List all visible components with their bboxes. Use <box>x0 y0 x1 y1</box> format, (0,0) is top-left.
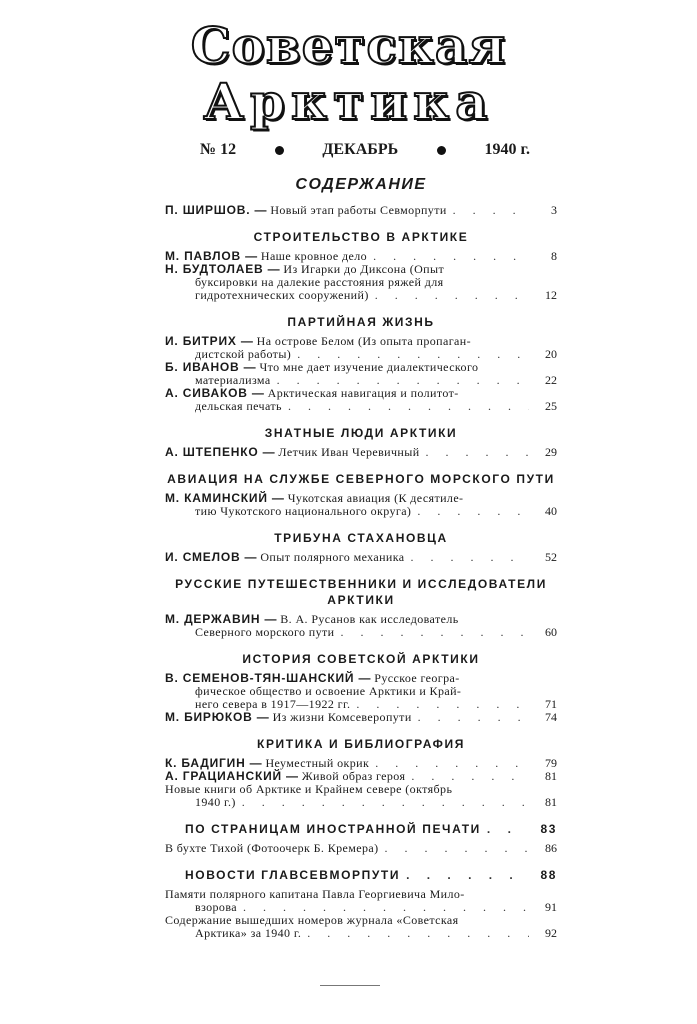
entry-author: М. ДЕРЖАВИН — <box>165 612 278 626</box>
toc-section <box>165 651 557 724</box>
dot-leader <box>420 446 529 459</box>
section-heading: ТРИБУНА СТАХАНОВЦА <box>274 531 448 545</box>
dot-leader <box>412 711 529 724</box>
entry-title-line: Из жизни Комсеверопути <box>272 710 412 724</box>
toc-section <box>165 821 557 855</box>
page-number: 79 <box>545 756 557 770</box>
section-heading <box>165 821 557 837</box>
entry-title-line: На острове Белом (Из опыта пропаган- <box>256 334 471 348</box>
toc-entry <box>165 888 557 914</box>
section-heading: СТРОИТЕЛЬСТВО В АРКТИКЕ <box>253 230 469 244</box>
entry-title-line: 1940 г.) <box>195 795 236 809</box>
entry-author: Б. ИВАНОВ — <box>165 360 257 374</box>
dot-leader <box>411 505 529 518</box>
entry-line <box>165 446 557 459</box>
toc-entry <box>165 361 557 387</box>
entry-title-line: Арктика» за 1940 г. <box>195 926 302 940</box>
entry-title-line: него севера в 1917—1922 гг. <box>195 697 351 711</box>
entry-title-line: дельская печать <box>195 399 282 413</box>
entry-author: М. ПАВЛОВ — <box>165 249 258 263</box>
toc-entry <box>165 387 557 413</box>
entry-title-line: материализма <box>195 373 271 387</box>
dot-leader <box>400 867 529 883</box>
entry-line <box>165 796 557 809</box>
entry-title-line: Живой образ героя <box>301 769 406 783</box>
dot-leader <box>447 204 529 217</box>
masthead-title-word-2: Арктика <box>203 72 494 131</box>
entry-author: П. ШИРШОВ. — <box>165 203 268 217</box>
entry-title-line: Что мне дает изучение диалектического <box>259 360 479 374</box>
toc-section <box>165 736 557 809</box>
entry-author: К. БАДИГИН — <box>165 756 263 770</box>
page-number: 92 <box>545 926 557 940</box>
page-number: 83 <box>540 822 557 836</box>
entry-title-line: тию Чукотского национального округа) <box>195 504 412 518</box>
entry-author: И. СМЕЛОВ — <box>165 550 258 564</box>
entry-title-line: Наше кровное дело <box>260 249 368 263</box>
page-number: 3 <box>551 203 557 217</box>
toc-entry <box>165 613 557 639</box>
entry-title-line: Опыт полярного механика <box>260 550 405 564</box>
page-number: 52 <box>545 550 557 564</box>
section-heading-text: ПО СТРАНИЦАМ ИНОСТРАННОЙ ПЕЧАТИ <box>185 822 481 836</box>
entry-author: М. БИРЮКОВ — <box>165 710 270 724</box>
dot-leader <box>301 927 529 940</box>
entry-line <box>165 927 557 940</box>
entry-title-line: фическое общество и освоение Арктики и Край- <box>195 684 462 698</box>
entry-author: И. БИТРИХ — <box>165 334 254 348</box>
section-heading: ИСТОРИЯ СОВЕТСКОЙ АРКТИКИ <box>242 652 480 666</box>
entry-author: А. ГРАЦИАНСКИЙ — <box>165 769 299 783</box>
entry-title-line: дистской работы) <box>195 347 292 361</box>
entry-title-line: буксировки на далекие расстояния ряжей для <box>195 275 444 289</box>
issue-year: 1940 г. <box>484 141 530 158</box>
section-heading: АВИАЦИЯ НА СЛУЖБЕ СЕВЕРНОГО МОРСКОГО ПУТИ <box>167 472 555 486</box>
dot-leader <box>335 626 530 639</box>
toc-section <box>165 314 557 413</box>
page-number: 40 <box>545 504 557 518</box>
page-number: 20 <box>545 347 557 361</box>
entry-line <box>165 711 557 724</box>
page-number: 60 <box>545 625 557 639</box>
toc-entry <box>165 672 557 711</box>
section-heading: ЗНАТНЫЕ ЛЮДИ АРКТИКИ <box>264 426 458 440</box>
dot-leader <box>369 289 529 302</box>
entry-title-line: взорова <box>195 900 237 914</box>
toc-section <box>165 425 557 459</box>
page-number: 88 <box>540 868 557 882</box>
page-number: 71 <box>545 697 557 711</box>
entry-title-line: гидротехнических сооружений) <box>195 288 369 302</box>
toc-entry <box>165 551 557 564</box>
section-heading: РУССКИЕ ПУТЕШЕСТВЕННИКИ И ИССЛЕДОВАТЕЛИ АРКТИКИ <box>175 577 547 607</box>
masthead-line-2 <box>0 74 697 130</box>
page-number: 91 <box>545 900 557 914</box>
toc-entry <box>165 204 557 217</box>
entry-author: А. СИВАКОВ — <box>165 386 265 400</box>
page-number: 81 <box>545 769 557 783</box>
dot-leader <box>481 821 529 837</box>
toc-entry <box>165 842 557 855</box>
page-number: 22 <box>545 373 557 387</box>
closing-divider <box>320 985 380 986</box>
entry-title-line: Чукотская авиация (К десятиле- <box>287 491 464 505</box>
entry-line <box>165 842 557 855</box>
bullet-icon <box>275 146 284 155</box>
entry-title-line: Новый этап работы Севморпути <box>270 203 447 217</box>
entry-line <box>165 289 557 302</box>
entry-title-line: Неуместный окрик <box>265 756 370 770</box>
toc-section <box>165 867 557 940</box>
entry-author: М. КАМИНСКИЙ — <box>165 491 285 505</box>
page-number: 74 <box>545 710 557 724</box>
toc-section <box>165 576 557 639</box>
dot-leader <box>236 796 529 809</box>
entry-title-line: Русское геогра- <box>374 671 460 685</box>
section-heading-text: НОВОСТИ ГЛАВСЕВМОРПУТИ <box>185 868 401 882</box>
toc-entry <box>165 446 557 459</box>
section-heading: ПАРТИЙНАЯ ЖИЗНЬ <box>287 315 435 329</box>
toc-entry <box>165 263 557 302</box>
entry-title-line: Арктическая навигация и политот- <box>267 386 459 400</box>
page-number: 29 <box>545 445 557 459</box>
page-number: 81 <box>545 795 557 809</box>
section-heading: КРИТИКА И БИБЛИОГРАФИЯ <box>257 737 465 751</box>
toc-entry <box>165 711 557 724</box>
table-of-contents <box>165 176 557 940</box>
entry-author: А. ШТЕПЕНКО — <box>165 445 276 459</box>
page-number: 86 <box>545 841 557 855</box>
entry-line <box>165 400 557 413</box>
page-number: 25 <box>545 399 557 413</box>
entry-title-line: В бухте Тихой (Фотоочерк Б. Кремера) <box>165 841 379 855</box>
issue-info <box>200 141 530 159</box>
entry-title-line: В. А. Русанов как исследователь <box>280 612 459 626</box>
section-heading <box>165 867 557 883</box>
entry-title-line: Памяти полярного капитана Павла Георгиевича Мило- <box>165 887 465 901</box>
entry-title-line: Летчик Иван Черевичный <box>278 445 420 459</box>
page-number: 8 <box>551 249 557 263</box>
toc-section <box>165 530 557 564</box>
entry-title-line: Северного морского пути <box>195 625 335 639</box>
toc-section <box>165 204 557 217</box>
toc-section <box>165 229 557 302</box>
bullet-icon <box>437 146 446 155</box>
contents-title: СОДЕРЖАНИЕ <box>295 176 427 193</box>
entry-line <box>165 204 557 217</box>
issue-month: ДЕКАБРЬ <box>322 141 399 158</box>
masthead-title-word-1: Советская <box>190 16 507 75</box>
entry-author: Н. БУДТОЛАЕВ — <box>165 262 281 276</box>
entry-line <box>165 505 557 518</box>
issue-number: № 12 <box>200 141 237 158</box>
toc-entry <box>165 492 557 518</box>
masthead-line-1 <box>0 18 697 74</box>
dot-leader <box>282 400 529 413</box>
toc-entry <box>165 783 557 809</box>
entry-title-line: Содержание вышедших номеров журнала «Советская <box>165 913 459 927</box>
entry-line <box>165 551 557 564</box>
toc-entry <box>165 335 557 361</box>
page-number: 12 <box>545 288 557 302</box>
entry-author: В. СЕМЕНОВ-ТЯН-ШАНСКИЙ — <box>165 671 372 685</box>
entry-title-line: Из Игарки до Диксона (Опыт <box>283 262 445 276</box>
toc-entry <box>165 914 557 940</box>
entry-line <box>165 626 557 639</box>
entry-title-line: Новые книги об Арктике и Крайнем севере (октябрь <box>165 782 453 796</box>
dot-leader <box>405 551 529 564</box>
toc-section <box>165 471 557 518</box>
dot-leader <box>379 842 530 855</box>
